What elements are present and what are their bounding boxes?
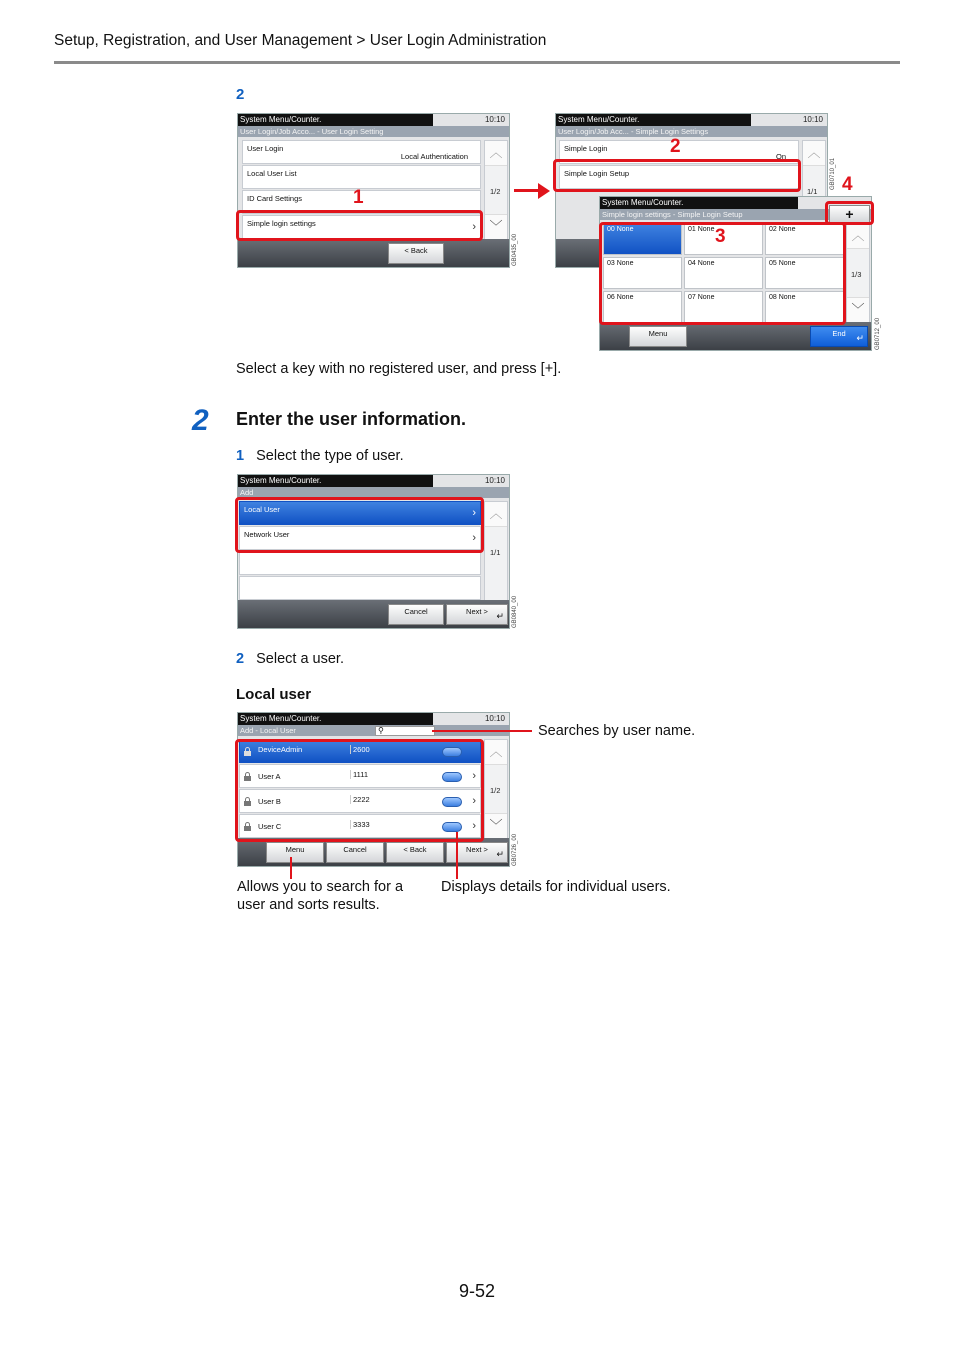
image-code: GB0435_00	[512, 233, 518, 266]
callout-number-3: 3	[715, 226, 726, 247]
key-cell[interactable]: 01 None	[684, 223, 763, 255]
clock: 10:10	[484, 115, 505, 124]
search-button[interactable]	[375, 726, 435, 736]
page-indicator: 1/2	[490, 187, 501, 196]
next-button[interactable]	[446, 604, 508, 625]
screen-footer	[238, 600, 509, 628]
row-user-login[interactable]	[242, 140, 481, 164]
screen-user-login-setting	[237, 113, 510, 268]
screen-footer	[600, 322, 871, 350]
annotation-line-details	[456, 832, 458, 879]
row-label: Local User List	[247, 169, 297, 178]
annotation-line-search	[432, 730, 532, 732]
user-number: 2600	[350, 745, 370, 754]
chevron-right-icon: ›	[472, 795, 476, 807]
row-local-user-list[interactable]	[242, 165, 481, 189]
screen-subtitle: Simple login settings - Simple Login Setup	[600, 209, 871, 220]
key-cell[interactable]: 04 None	[684, 257, 763, 289]
row-value: On	[775, 152, 786, 161]
scrollbar[interactable]	[484, 501, 508, 601]
image-code: GB0712_00	[875, 317, 881, 350]
chevron-down-icon[interactable]: ﹀	[485, 214, 507, 239]
callout-box-users	[235, 739, 484, 842]
section-title: Enter the user information.	[236, 409, 467, 429]
arrow-right-icon	[538, 183, 550, 199]
callout-box-4	[825, 201, 874, 225]
user-name: User A	[258, 772, 281, 781]
annotation-menu-line1: Allows you to search for a	[237, 879, 404, 895]
chevron-up-icon[interactable]: ︿	[485, 141, 507, 166]
image-code: GB0726_00	[512, 833, 518, 866]
annotation-menu	[237, 878, 403, 914]
status-bar: System Menu/Counter.	[600, 197, 798, 209]
breadcrumb: Setup, Registration, and User Management > User Login Administration	[54, 32, 547, 49]
callout-number-4: 4	[842, 174, 853, 195]
substep-2	[236, 651, 344, 667]
clock: 10:10	[484, 714, 505, 723]
chevron-right-icon: ›	[472, 221, 476, 233]
substep-number: 2	[236, 651, 245, 667]
chevron-right-icon: ›	[472, 820, 476, 832]
substep-number: 1	[236, 448, 245, 464]
status-bar: System Menu/Counter.	[238, 713, 433, 725]
key-cell[interactable]: 08 None	[765, 291, 844, 323]
chevron-down-icon[interactable]: ﹀	[485, 813, 507, 838]
chevron-right-icon: ›	[472, 770, 476, 782]
annotation-search: Searches by user name.	[538, 723, 696, 739]
plus-button[interactable]: +	[829, 205, 870, 223]
scrollbar[interactable]	[846, 223, 870, 323]
user-number: 3333	[350, 820, 370, 829]
callout-box-1	[236, 210, 483, 241]
next-label: Next >	[466, 845, 488, 854]
screen-footer	[238, 239, 509, 267]
page-indicator: 1/1	[807, 187, 818, 196]
callout-box-2	[553, 159, 801, 192]
annotation-details: Displays details for individual users.	[441, 879, 671, 895]
screen-subtitle: Add	[238, 487, 509, 498]
clock: 10:10	[802, 115, 823, 124]
search-icon: ⚲	[378, 726, 384, 735]
chevron-down-icon[interactable]: ﹀	[847, 297, 869, 322]
next-label: Next >	[466, 607, 488, 616]
enter-icon: ↵	[496, 611, 504, 621]
image-code: GB0840_00	[512, 595, 518, 628]
callout-number-2: 2	[670, 136, 681, 157]
arrow-shaft	[514, 189, 540, 192]
annotation-menu-line2: user and sorts results.	[237, 897, 380, 913]
annotation-line-menu	[290, 857, 292, 879]
row-label: ID Card Settings	[247, 194, 303, 203]
user-name: User B	[258, 797, 281, 806]
chevron-right-icon: ›	[472, 507, 476, 519]
instruction-text: Select a key with no registered user, and press [+].	[236, 361, 562, 377]
chevron-up-icon[interactable]: ︿	[847, 224, 869, 249]
chevron-right-icon: ›	[472, 532, 476, 544]
substep-1	[236, 448, 404, 464]
menu-button[interactable]: Menu	[266, 842, 324, 863]
image-code: GB0710_01	[830, 157, 836, 190]
substep-text: Select the type of user.	[256, 448, 404, 464]
cancel-button[interactable]: Cancel	[388, 604, 444, 625]
chevron-up-icon[interactable]: ︿	[485, 740, 507, 765]
key-cell[interactable]: 06 None	[603, 291, 682, 323]
step-number-large: 2	[192, 404, 209, 437]
row-label: Simple Login	[564, 144, 608, 153]
user-number: 2222	[350, 795, 370, 804]
screen-subtitle: Add - Local User	[238, 725, 509, 736]
page-number: 9-52	[459, 1281, 496, 1301]
header-rule	[54, 61, 900, 64]
back-button[interactable]: < Back	[386, 842, 444, 863]
status-bar: System Menu/Counter.	[238, 114, 433, 126]
callout-number-1: 1	[353, 187, 364, 208]
clock: 10:10	[484, 476, 505, 485]
key-cell[interactable]: 07 None	[684, 291, 763, 323]
local-user-heading: Local user	[236, 686, 312, 703]
row-value: Local Authentication	[400, 152, 468, 161]
back-button[interactable]: < Back	[388, 243, 444, 264]
row-label: Simple Login Setup	[564, 169, 630, 178]
scrollbar[interactable]	[484, 140, 508, 240]
row-label: Simple login settings	[247, 219, 316, 228]
row-empty	[239, 551, 481, 575]
enter-icon: ↵	[496, 849, 504, 859]
screen-subtitle: User Login/Job Acc... - Simple Login Settings	[556, 126, 827, 137]
status-bar: System Menu/Counter.	[238, 475, 433, 487]
chevron-up-icon[interactable]: ︿	[485, 502, 507, 527]
key-cell[interactable]: 05 None	[765, 257, 844, 289]
row-empty	[239, 576, 481, 600]
key-cell[interactable]: 02 None	[765, 223, 844, 255]
end-label: End	[832, 329, 846, 338]
row-label: User Login	[247, 144, 284, 153]
user-name: DeviceAdmin	[258, 745, 303, 754]
screen-footer	[238, 838, 509, 866]
key-cell[interactable]: 00 None	[603, 223, 682, 255]
page-indicator: 1/2	[490, 786, 501, 795]
end-button[interactable]	[810, 326, 868, 347]
page-indicator: 1/1	[490, 548, 501, 557]
enter-icon: ↵	[856, 333, 864, 343]
chevron-up-icon[interactable]: ︿	[803, 141, 825, 166]
menu-button[interactable]: Menu	[629, 326, 687, 347]
user-number: 1111	[350, 770, 368, 779]
row-label: Network User	[244, 530, 290, 539]
step-number-top: 2	[236, 86, 245, 103]
key-cell[interactable]: 03 None	[603, 257, 682, 289]
scrollbar[interactable]	[484, 739, 508, 839]
status-bar: System Menu/Counter.	[556, 114, 751, 126]
user-name: User C	[258, 822, 282, 831]
substep-text: Select a user.	[256, 651, 344, 667]
row-label: Local User	[244, 505, 280, 514]
callout-box-user-type	[235, 497, 484, 553]
cancel-button[interactable]: Cancel	[326, 842, 384, 863]
page-indicator: 1/3	[851, 270, 862, 279]
screen-subtitle: User Login/Job Acco... - User Login Setting	[238, 126, 509, 137]
